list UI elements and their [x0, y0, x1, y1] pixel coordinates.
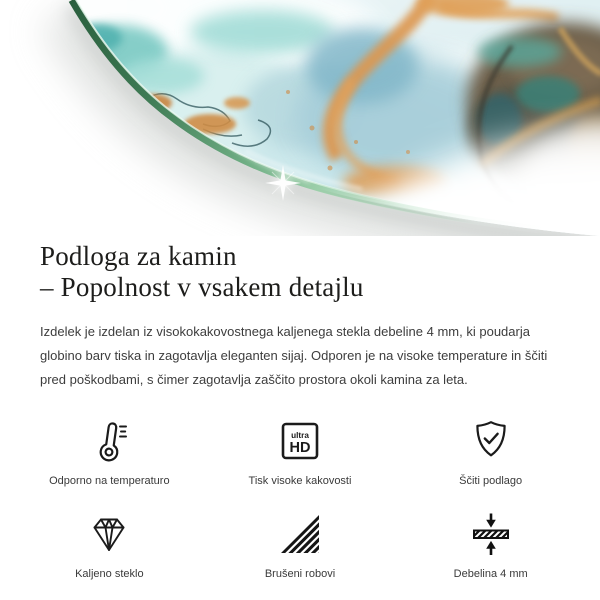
- feature-label: Odporno na temperaturo: [49, 475, 170, 487]
- product-description: Izdelek je izdelan iz visokokakovostnega kaljenega stekla debeline 4 mm, ki poudarja globino barv tiska in zagotavlja eleganten sijaj. Odporen je na visoke temperature in ščiti pred poškodbami, s čimer zagotavlja zaščito prostora okoli kamina za leta.: [40, 324, 548, 387]
- feature-protection: [395, 417, 586, 487]
- thickness-icon: [467, 510, 515, 558]
- feature-label: Tisk visoke kakovosti: [248, 475, 352, 487]
- feature-label: Debelina 4 mm: [453, 568, 528, 580]
- ultra-hd-icon: [276, 417, 324, 465]
- page-title-line2: – Popolnost v vsakem detajlu: [40, 272, 364, 302]
- feature-label: Kaljeno steklo: [75, 568, 144, 580]
- diamond-icon: [85, 510, 133, 558]
- shield-check-icon: [467, 417, 515, 465]
- feature-label: Brušeni robovi: [264, 568, 336, 580]
- feature-temperature: [14, 417, 205, 487]
- feature-thickness: [395, 510, 586, 580]
- page-title: [40, 241, 560, 303]
- feature-print-quality: [205, 417, 396, 487]
- page-title-line1: Podloga za kamin: [40, 241, 237, 271]
- svg-text:ultra: ultra: [291, 431, 309, 440]
- glass-panel-graphic: [0, 0, 600, 236]
- feature-polished-edges: [205, 510, 396, 580]
- svg-text:HD: HD: [289, 440, 311, 456]
- thermometer-icon: [85, 417, 133, 465]
- polished-edges-icon: [276, 510, 324, 558]
- feature-grid: [14, 417, 586, 580]
- feature-label: Ščiti podlago: [459, 475, 523, 487]
- product-photo: [0, 0, 600, 236]
- product-copy: [0, 241, 600, 580]
- feature-tempered-glass: [14, 510, 205, 580]
